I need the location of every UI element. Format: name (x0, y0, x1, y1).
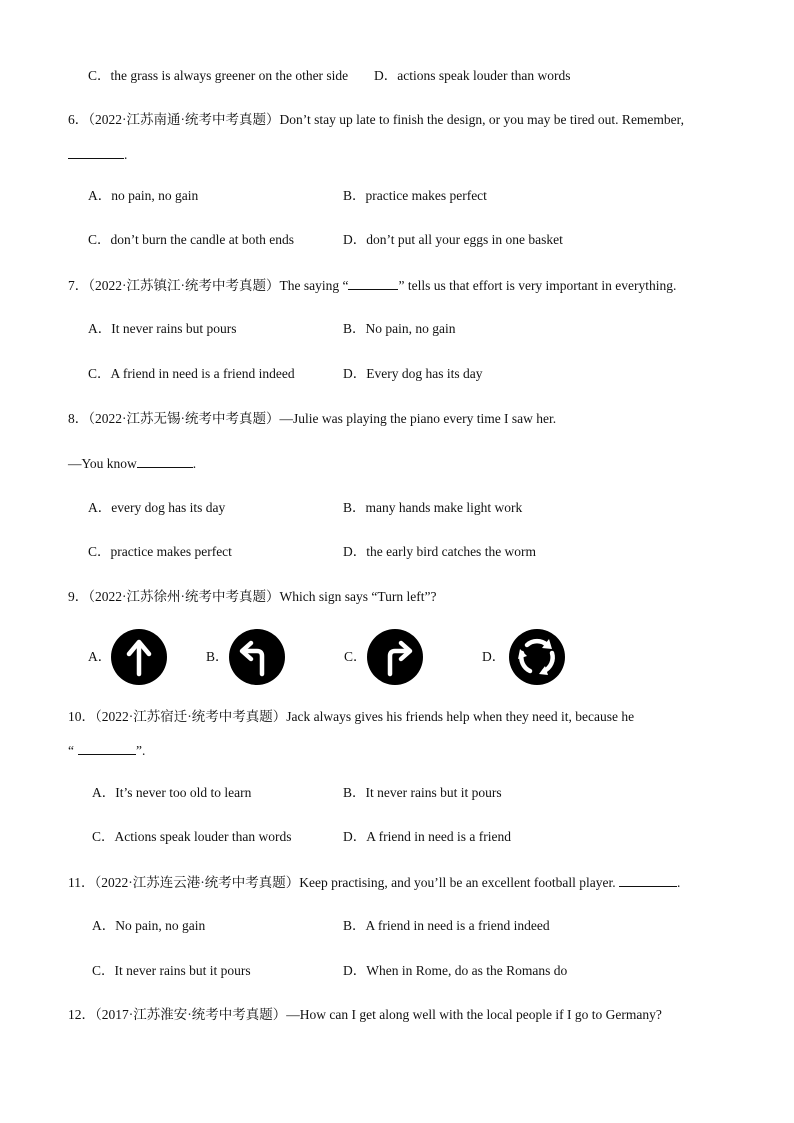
q7-blank (348, 276, 398, 290)
q10-line2 (68, 741, 145, 760)
roundabout-sign-icon (509, 629, 565, 685)
q9-label-c: C． (344, 649, 367, 664)
q5-option-c: C．the grass is always greener on the other side (88, 68, 349, 83)
q11-option-c: C．It never rains but it pours (92, 963, 251, 978)
turn-left-sign-icon (229, 629, 285, 685)
q8-option-b: B．many hands make light work (343, 500, 523, 515)
up-arrow-sign-icon (111, 629, 167, 685)
q9-label-b: B． (206, 649, 229, 664)
q8-option-d: D．the early bird catches the worm (343, 544, 537, 559)
q9-label-a: A． (88, 649, 112, 664)
q10-blank (78, 741, 136, 755)
q7-option-d: D．Every dog has its day (343, 366, 483, 381)
q11-blank (619, 873, 677, 887)
q7-stem-before: 7．（2022·江苏镇江·统考中考真题）The saying “ (68, 278, 349, 293)
q9-label-d: D． (482, 649, 506, 664)
q6-option-d: D．don’t put all your eggs in one basket (343, 232, 563, 247)
q8-option-c: C．practice makes perfect (88, 544, 232, 559)
q10-line2-before: “ (68, 743, 74, 758)
q10-option-c: C．Actions speak louder than words (92, 829, 292, 844)
q7-stem (68, 276, 676, 295)
q8-blank (137, 454, 193, 468)
q10-option-a: A．It’s never too old to learn (92, 785, 252, 800)
q11-stem-line (68, 873, 680, 892)
q10-option-b: B．It never rains but it pours (343, 785, 502, 800)
q6-blank-line (68, 145, 127, 164)
q11-option-b: B．A friend in need is a friend indeed (343, 918, 550, 933)
q8-line2-before: —You know (68, 456, 137, 471)
q8-line2 (68, 454, 196, 473)
q6-blank (68, 145, 124, 159)
q9-stem: 9．（2022·江苏徐州·统考中考真题）Which sign says “Turn left”? (68, 589, 437, 604)
q11-option-d: D．When in Rome, do as the Romans do (343, 963, 568, 978)
q12-stem: 12．（2017·江苏淮安·统考中考真题）—How can I get along well with the local people if I go to Germany? (68, 1007, 662, 1022)
q6-option-a: A．no pain, no gain (88, 188, 199, 203)
q7-stem-after: ” tells us that effort is very important in everything. (398, 278, 677, 293)
q11-tail: . (677, 875, 681, 890)
q7-option-a: A．It never rains but pours (88, 321, 237, 336)
q10-stem: 10．（2022·江苏宿迁·统考中考真题）Jack always gives his friends help when they need it, because he (68, 709, 635, 724)
q6-stem: 6．（2022·江苏南通·统考中考真题）Don’t stay up late to finish the design, or you may be tired out. Remember, (68, 112, 684, 127)
q6-option-c: C．don’t burn the candle at both ends (88, 232, 294, 247)
q10-line2-after: ”. (136, 743, 146, 758)
q7-option-b: B．No pain, no gain (343, 321, 456, 336)
q5-option-d: D．actions speak louder than words (374, 68, 571, 83)
q11-option-a: A．No pain, no gain (92, 918, 206, 933)
q6-option-b: B．practice makes perfect (343, 188, 487, 203)
q6-tail: . (124, 147, 128, 162)
turn-right-sign-icon (367, 629, 423, 685)
q10-option-d: D．A friend in need is a friend (343, 829, 511, 844)
q11-stem: 11．（2022·江苏连云港·统考中考真题）Keep practising, and you’ll be an excellent football player. (68, 875, 616, 890)
q7-option-c: C．A friend in need is a friend indeed (88, 366, 295, 381)
q8-option-a: A．every dog has its day (88, 500, 226, 515)
q8-stem: 8．（2022·江苏无锡·统考中考真题）—Julie was playing the piano every time I saw her. (68, 411, 557, 426)
q8-line2-after: . (192, 456, 197, 471)
